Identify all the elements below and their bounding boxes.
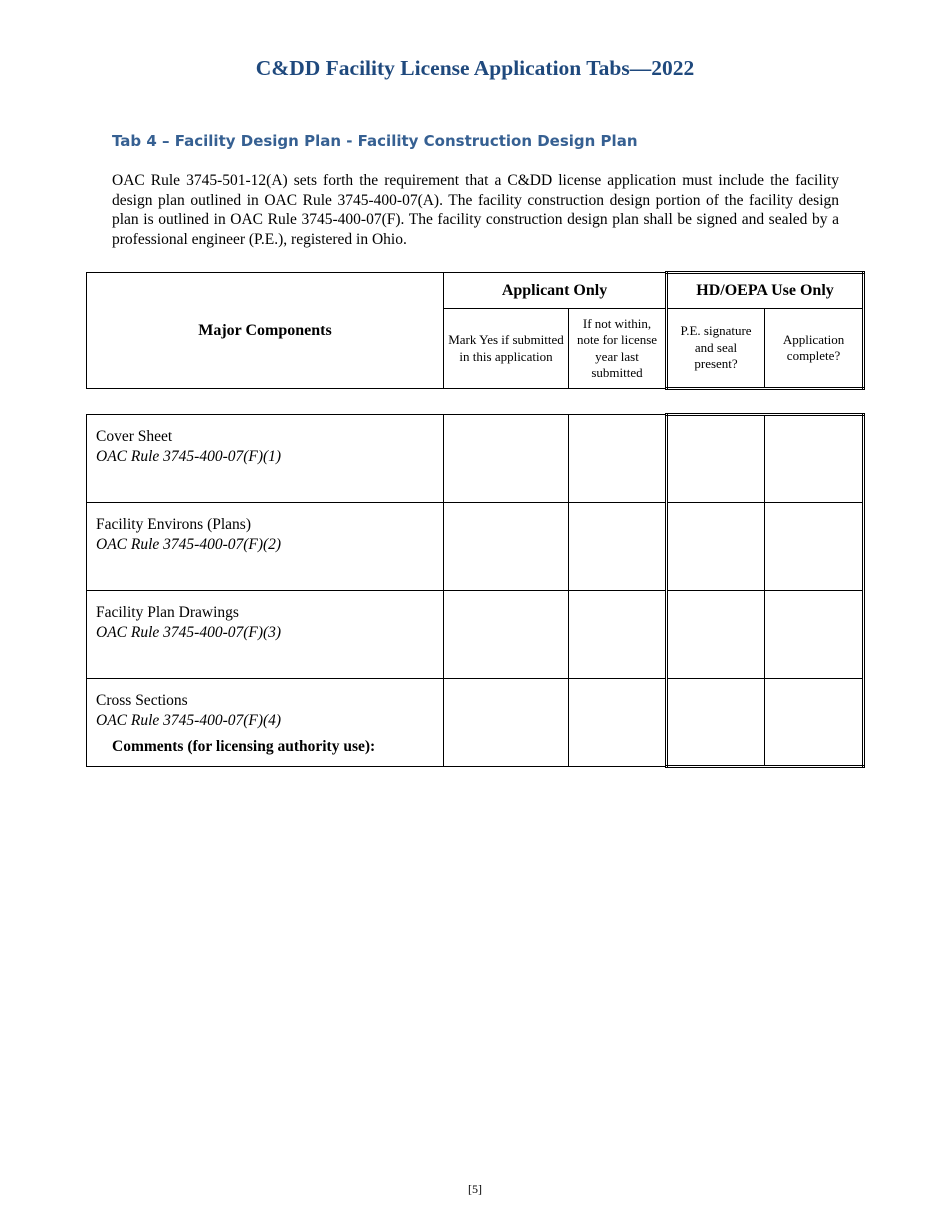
application-complete-cell[interactable] — [765, 503, 864, 591]
mark-yes-cell[interactable] — [444, 503, 569, 591]
application-complete-cell[interactable] — [765, 679, 864, 767]
table-row — [87, 415, 864, 503]
document-title: C&DD Facility License Application Tabs—2022 — [255, 56, 695, 80]
component-name: Cross Sections — [96, 692, 188, 709]
applicant-only-header: Applicant Only — [444, 273, 667, 309]
comments-label: Comments (for licensing authority use): — [112, 738, 376, 755]
major-components-header: Major Components — [87, 273, 444, 389]
table-row — [87, 503, 864, 591]
application-complete-cell[interactable] — [765, 415, 864, 503]
component-rule: OAC Rule 3745-400-07(F)(4) — [96, 711, 282, 729]
component-rule: OAC Rule 3745-400-07(F)(2) — [96, 535, 282, 553]
component-rule: OAC Rule 3745-400-07(F)(3) — [96, 623, 282, 641]
components-table — [86, 413, 865, 768]
mark-yes-cell[interactable] — [444, 591, 569, 679]
pe-signature-cell[interactable] — [667, 679, 765, 767]
component-rule: OAC Rule 3745-400-07(F)(1) — [96, 447, 282, 465]
component-cell — [87, 415, 444, 503]
pe-signature-cell[interactable] — [667, 503, 765, 591]
not-within-cell[interactable] — [569, 415, 667, 503]
mark-yes-column-header: Mark Yes if submitted in this application — [444, 309, 569, 389]
intro-paragraph: OAC Rule 3745-501-12(A) sets forth the requirement that a C&DD license application must include the facility design plan outlined in OAC Rule 3745-400-07(A). The facility construction design portion of the facility design plan is outlined in OAC Rule 3745-400-07(F). The facility construction design plan shall be signed and sealed by a professional engineer (P.E.), registered in Ohio. — [112, 172, 839, 248]
mark-yes-cell[interactable] — [444, 415, 569, 503]
components-header-table — [86, 271, 865, 390]
page-number: [5] — [468, 1182, 482, 1196]
application-complete-cell[interactable] — [765, 591, 864, 679]
component-cell — [87, 591, 444, 679]
component-cell — [87, 503, 444, 591]
hd-oepa-use-only-header: HD/OEPA Use Only — [667, 273, 864, 309]
pe-signature-cell[interactable] — [667, 591, 765, 679]
not-within-cell[interactable] — [569, 503, 667, 591]
component-name: Facility Plan Drawings — [96, 604, 239, 621]
component-name: Cover Sheet — [96, 428, 173, 445]
not-within-cell[interactable] — [569, 679, 667, 767]
application-complete-column-header: Application complete? — [765, 309, 864, 389]
pe-signature-cell[interactable] — [667, 415, 765, 503]
pe-signature-column-header: P.E. signature and seal present? — [667, 309, 765, 389]
component-name: Facility Environs (Plans) — [96, 516, 251, 533]
section-heading: Tab 4 – Facility Design Plan - Facility Construction Design Plan — [112, 132, 638, 150]
not-within-column-header: If not within, note for license year last submitted — [569, 309, 667, 389]
mark-yes-cell[interactable] — [444, 679, 569, 767]
not-within-cell[interactable] — [569, 591, 667, 679]
table-row — [87, 591, 864, 679]
